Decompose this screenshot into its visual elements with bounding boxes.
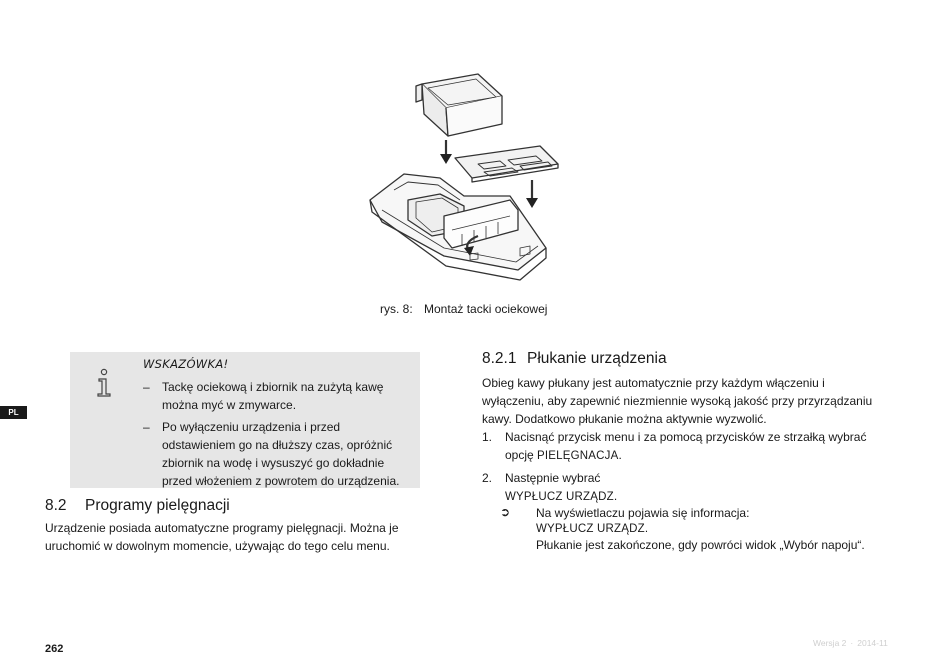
result-block xyxy=(500,505,890,553)
note-list xyxy=(143,378,413,494)
section-number: 8.2 xyxy=(45,497,67,514)
step-option: WYPŁUCZ URZĄDZ xyxy=(505,491,614,503)
figure-caption xyxy=(380,302,547,316)
result-line: Na wyświetlaczu pojawia się informacja: xyxy=(536,506,750,520)
section-8-2-1-paragraph: Obieg kawy płukany jest automatycznie przy każdym włączeniu i wyłączeniu, aby zapewnić niezmiennie wysoką jakość przy przyrządzaniu kawy. Dodatkowo płukanie można aktywnie wyzwolić. xyxy=(482,376,873,426)
step-after: . xyxy=(613,489,618,503)
result-line: Płukanie jest zakończone, gdy powróci widok „Wybór napoju“. xyxy=(536,538,865,552)
result-display-text: WYPŁUCZ URZĄDZ. xyxy=(536,523,649,535)
result-arrow-icon: ➲ xyxy=(500,505,511,519)
footer-version: Wersja 2 · 2014-11 xyxy=(813,638,888,648)
section-number: 8.2.1 xyxy=(482,350,517,367)
step-text: Następnie wybrać xyxy=(505,471,601,485)
section-heading-8-2 xyxy=(45,497,230,515)
step-option: PIELĘGNACJA xyxy=(537,450,619,462)
steps-list xyxy=(482,428,882,510)
page-number: 262 xyxy=(45,643,64,655)
version-label: Wersja 2 xyxy=(813,638,847,648)
step-number: 1. xyxy=(482,430,493,444)
note-item-dash: – xyxy=(143,420,150,434)
section-8-2-paragraph: Urządzenie posiada automatyczne programy pielęgnacji. Można je uruchomić w dowolnym momencie, używając do tego celu menu. xyxy=(45,521,399,553)
info-icon xyxy=(94,368,114,398)
language-tab: PL xyxy=(0,406,27,419)
note-item xyxy=(143,418,413,490)
step-text: Nacisnąć przycisk menu i za pomocą przycisków ze strzałką wybrać opcję xyxy=(505,430,867,462)
drip-tray-assembly-illustration xyxy=(360,70,560,285)
version-date: 2014-11 xyxy=(857,638,888,648)
note-item-dash: – xyxy=(143,380,150,394)
step-number: 2. xyxy=(482,471,493,485)
section-title: Płukanie urządzenia xyxy=(527,350,667,367)
section-heading-8-2-1 xyxy=(482,350,667,368)
figure-label: rys. 8: xyxy=(380,302,413,316)
figure-caption-text: Montaż tacki ociekowej xyxy=(424,302,548,316)
section-title: Programy pielęgnacji xyxy=(85,497,230,514)
step-after: . xyxy=(618,448,622,462)
step-item xyxy=(482,428,882,465)
note-item xyxy=(143,378,413,414)
note-item-text: Tackę ociekową i zbiornik na zużytą kawę można myć w zmywarce. xyxy=(162,380,384,412)
note-item-text: Po wyłączeniu urządzenia i przed odstawieniem go na dłuższy czas, opróżnić zbiornik na wodę i wysuszyć go dokładnie przed włożeniem z powrotem do urządzenia. xyxy=(162,420,400,488)
note-title: WSKAZÓWKA! xyxy=(143,357,229,371)
step-item xyxy=(482,469,882,506)
